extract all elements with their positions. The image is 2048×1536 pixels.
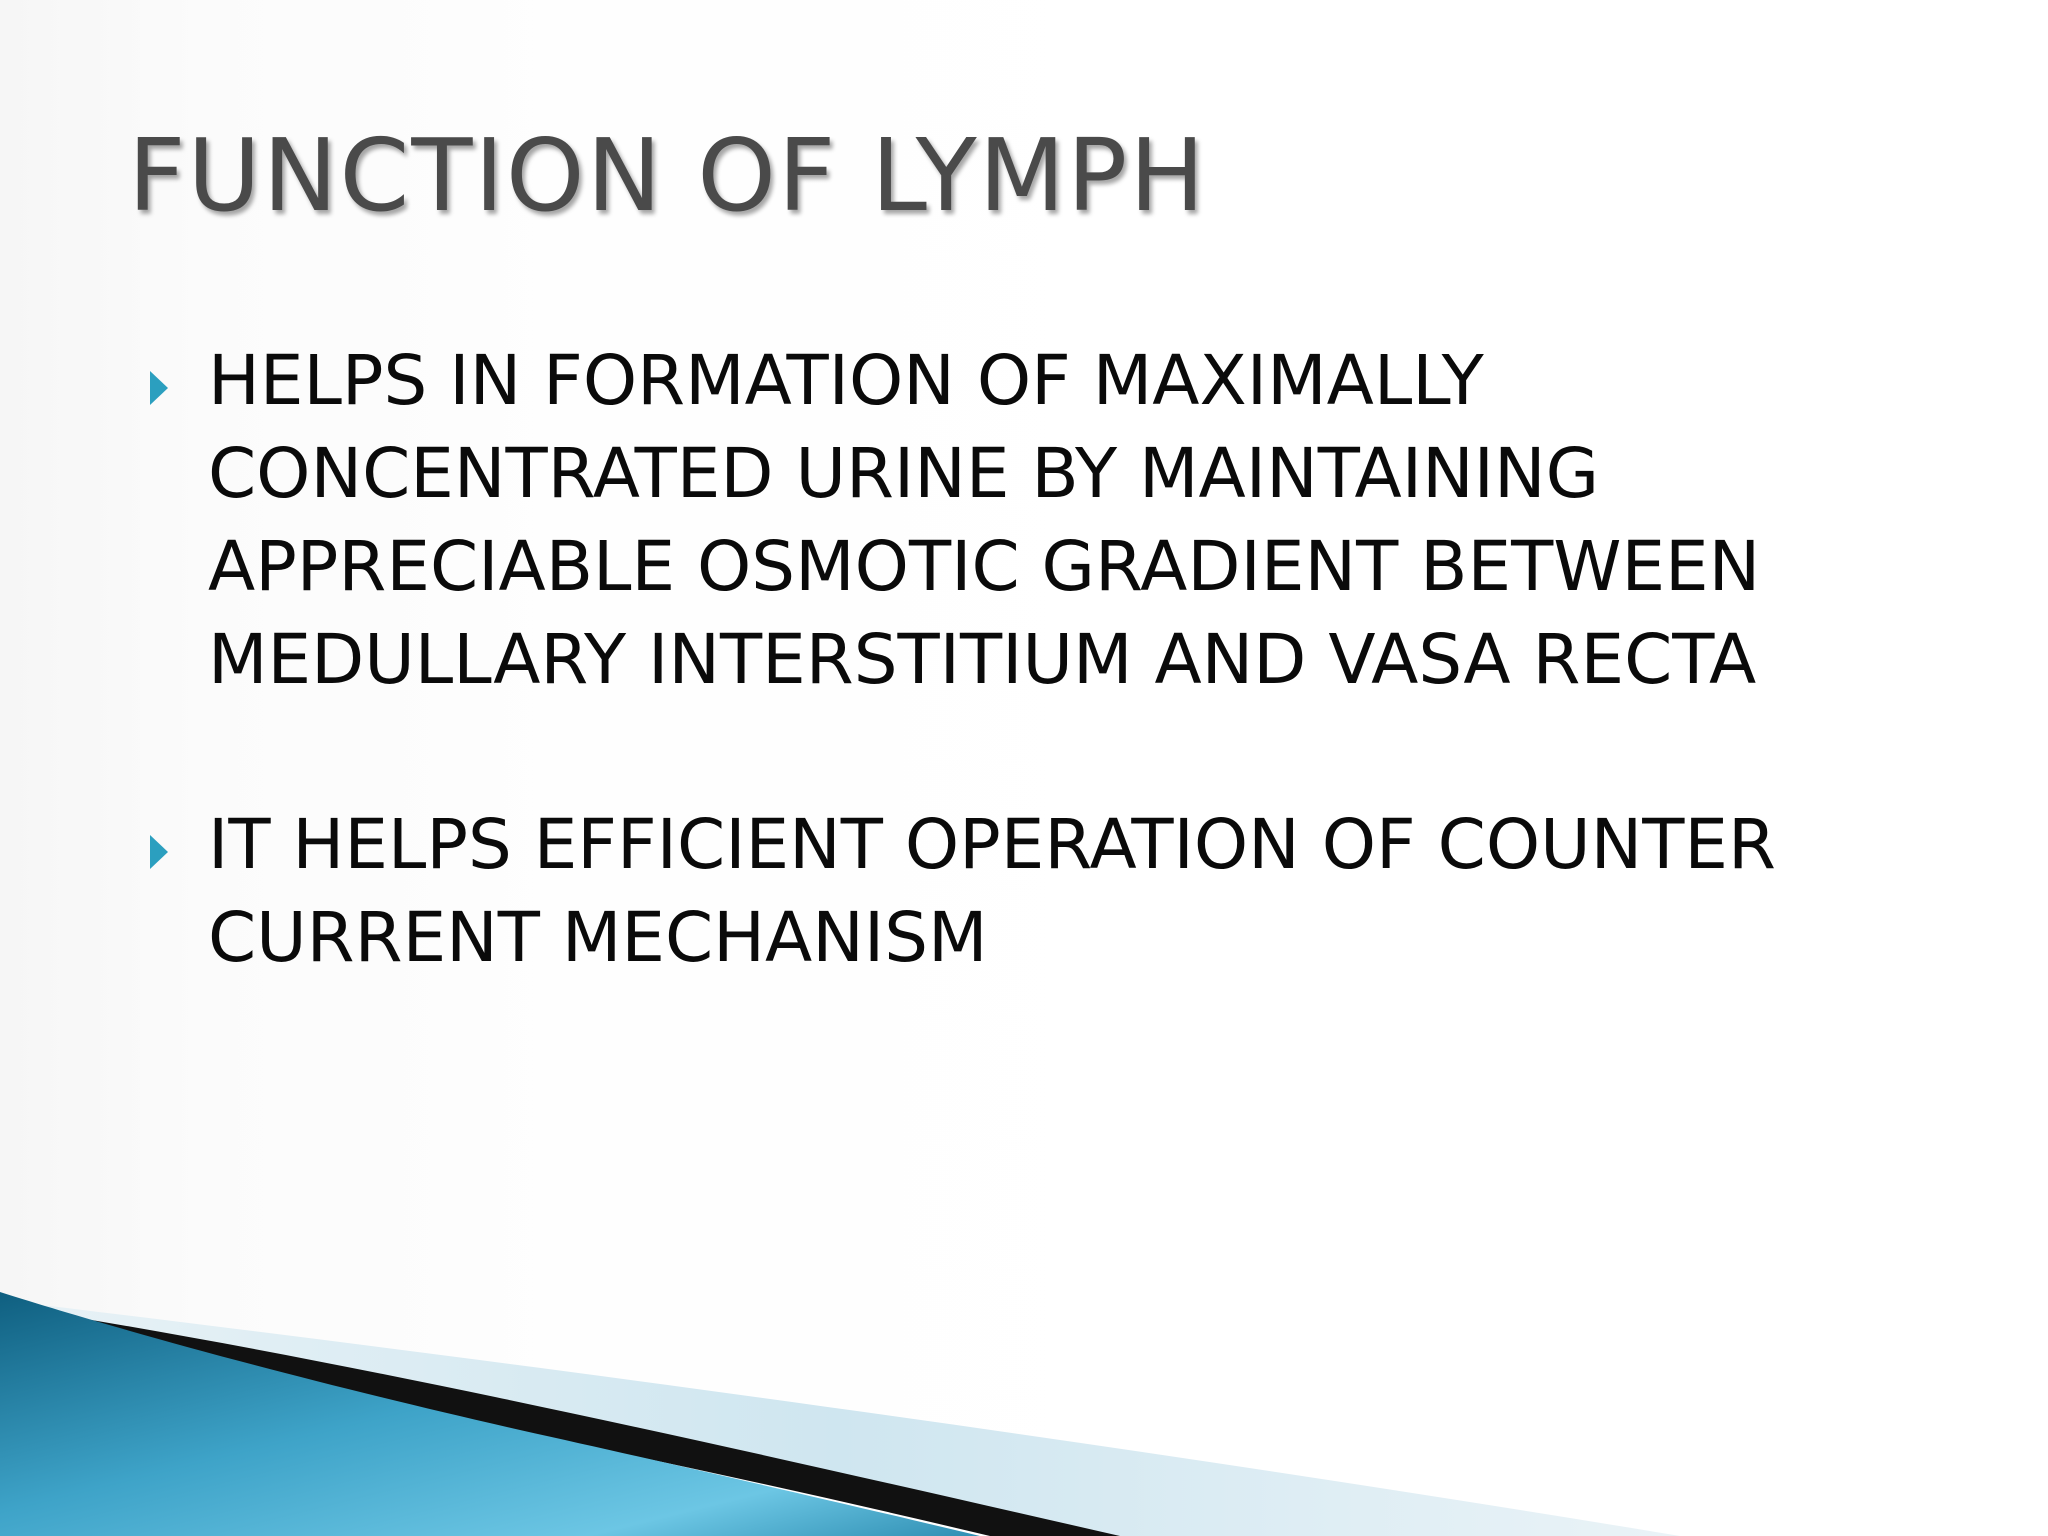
wave-black-stripe xyxy=(0,1305,1120,1536)
bullet-item xyxy=(150,335,2010,707)
bullet-text: IT HELPS EFFICIENT OPERATION OF COUNTER CURRENT MECHANISM xyxy=(208,805,1776,978)
triangle-right-icon xyxy=(150,835,168,869)
triangle-right-icon xyxy=(150,371,168,405)
bullet-item xyxy=(150,799,2010,985)
slide-title: FUNCTION OF LYMPH xyxy=(128,117,1207,234)
wave-pale-streak xyxy=(0,1300,1680,1536)
bullet-list xyxy=(150,335,2010,1077)
wave-blue-shape xyxy=(0,1292,980,1536)
bullet-text: HELPS IN FORMATION OF MAXIMALLY CONCENTRATED URINE BY MAINTAINING APPRECIABLE OSMOTIC GRADIENT BETWEEN MEDULLARY INTERSTITIUM AND VASA RECTA xyxy=(208,341,1761,700)
